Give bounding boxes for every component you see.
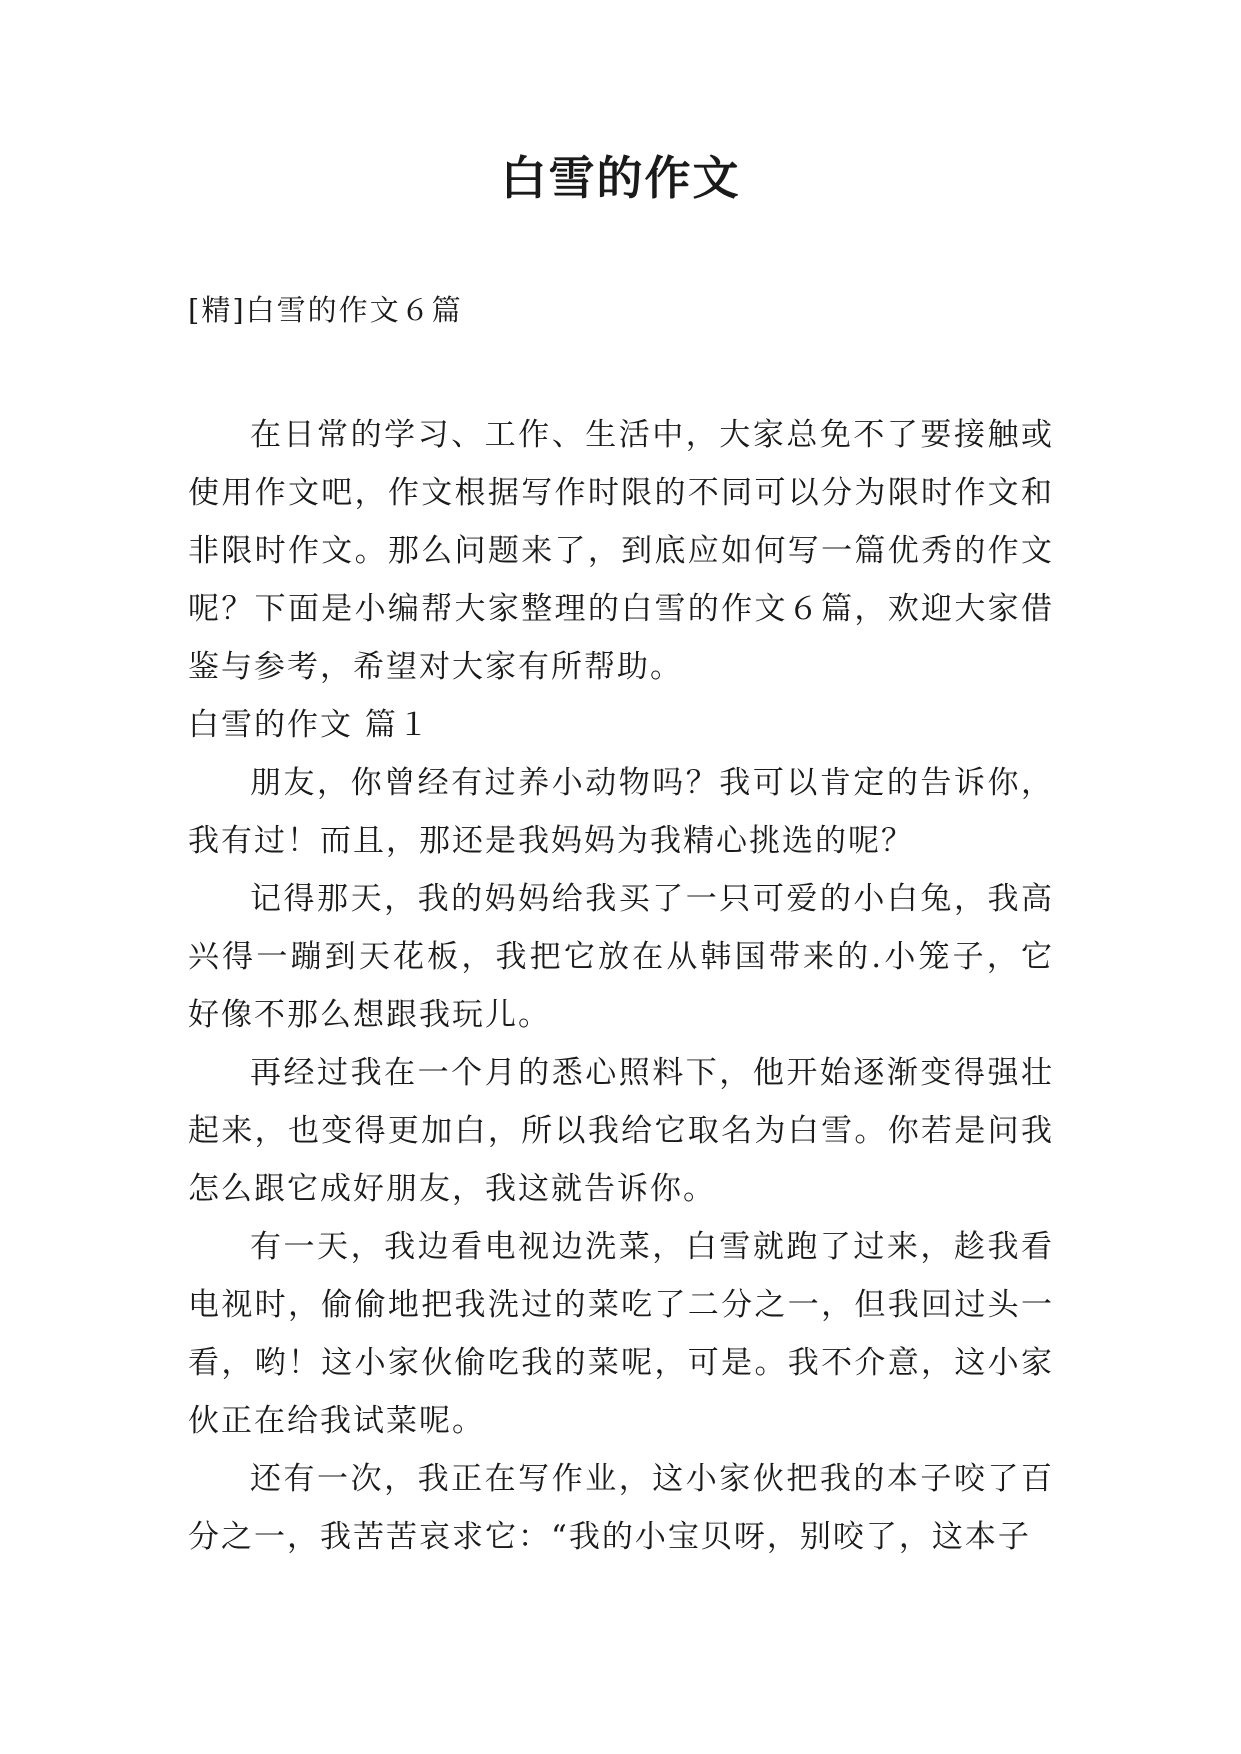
document-subtitle: [精]白雪的作文６篇 xyxy=(188,293,463,327)
body-paragraph: 还有一次，我正在写作业，这小家伙把我的本子咬了百分之一，我苦苦哀求它：“我的小宝贝呀，别咬了，这本子 xyxy=(188,1461,1054,1555)
intro-paragraph: 在日常的学习、工作、生活中，大家总免不了要接触或使用作文吧，作文根据写作时限的不同可以分为限时作文和非限时作文。那么问题来了，到底应如何写一篇优秀的作文呢？下面是小编帮大家整理的白雪的作文６篇，欢迎大家借鉴与参考，希望对大家有所帮助。 xyxy=(188,417,1054,685)
document-title: 白雪的作文 xyxy=(500,151,741,205)
section-heading: 白雪的作文 篇１ xyxy=(188,707,431,743)
body-paragraph: 记得那天，我的妈妈给我买了一只可爱的小白兔，我高兴得一蹦到天花板，我把它放在从韩国带来的.小笼子，它好像不那么想跟我玩儿。 xyxy=(188,881,1054,1033)
body-paragraph: 有一天，我边看电视边洗菜，白雪就跑了过来，趁我看电视时，偷偷地把我洗过的菜吃了二分之一，但我回过头一看，哟！这小家伙偷吃我的菜呢，可是。我不介意，这小家伙正在给我试菜呢。 xyxy=(188,1229,1054,1439)
document-body xyxy=(188,406,1054,1566)
body-paragraph: 再经过我在一个月的悉心照料下，他开始逐渐变得强壮起来，也变得更加白，所以我给它取名为白雪。你若是问我怎么跟它成好朋友，我这就告诉你。 xyxy=(188,1055,1054,1207)
body-paragraph: 朋友，你曾经有过养小动物吗？我可以肯定的告诉你，我有过！而且，那还是我妈妈为我精心挑选的呢？ xyxy=(188,765,1054,859)
